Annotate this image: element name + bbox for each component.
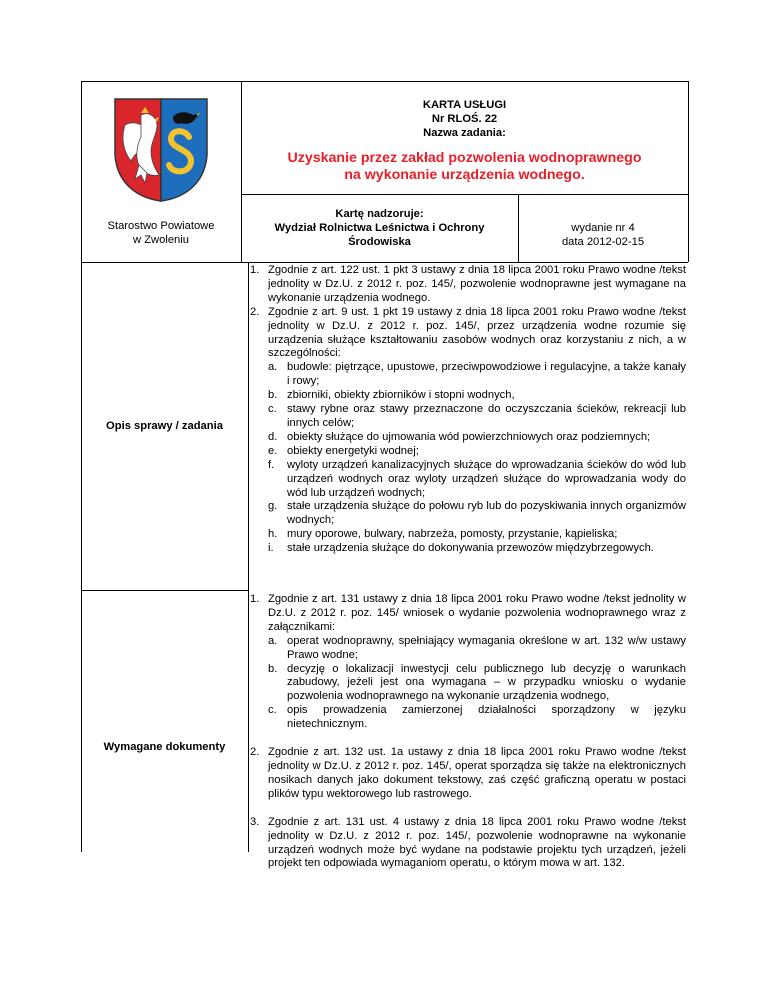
- sub-text: decyzję o lokalizacji inwestycji celu publicznego lub decyzję o warunkach zabudowy, jeżeli jest ona wymagana – w przypadku wniosku o wydanie pozwolenia wodnoprawnego na wykonanie urządzenia wodnego,: [287, 662, 686, 703]
- sub-item: [268, 500, 686, 528]
- item-text: Zgodnie z art. 132 ust. 1a ustawy z dnia 18 lipca 2001 roku Prawo wodne /tekst jednolity w Dz.U. z 2012 r. poz. 145/, operat sporządza się także na elektronicznych nosikach danych jako dokument tekstowy, zaś część graficzną operatu w postaci plików typu wektorowego lub rastrowego.: [268, 746, 686, 800]
- sub-letter: d.: [268, 430, 278, 443]
- section-label-opis: Opis sprawy / zadania: [106, 420, 223, 432]
- list-item: [250, 264, 686, 306]
- item-text: Zgodnie z art. 9 ust. 1 pkt 19 ustawy z dnia 18 lipca 2001 roku Prawo wodne /tekst jednolity w Dz.U. z 2012 r. poz. 145/, przez urządzenia wodne rozumie się urządzenia służące kształtowaniu zasobów wodnych oraz korzystaniu z nich, a w szczególności:: [268, 305, 686, 360]
- dokumenty-list: [250, 593, 686, 871]
- row-divider-title: [241, 194, 688, 195]
- item-text: Zgodnie z art. 131 ustawy z dnia 18 lipca 2001 roku Prawo wodne /tekst jednolity w Dz.U. z 2012 r. poz. 145/ wniosek o wydanie pozwolenia wodnoprawnego wraz z załącznikami:: [268, 593, 686, 633]
- table-top-border: [81, 81, 688, 82]
- sub-item: [268, 403, 686, 431]
- coat-of-arms: [111, 95, 211, 207]
- sub-letter: a.: [268, 361, 278, 374]
- sub-item: [268, 445, 686, 459]
- sub-letter: h.: [268, 528, 278, 541]
- item-text: Zgodnie z art. 122 ust. 1 pkt 3 ustawy z dnia 18 lipca 2001 roku Prawo wodne /tekst jednolity w Dz.U. z 2012 r. poz. 145/, pozwolenie wodnoprawne jest wymagane na wykonanie urządzenia wodnego.: [268, 264, 686, 304]
- office-name-line2: w Zwoleniu: [133, 234, 189, 246]
- sub-letter: i.: [268, 542, 274, 555]
- sub-item: [268, 361, 686, 389]
- item-number: 1.: [250, 264, 260, 276]
- list-item: [250, 593, 686, 635]
- row-divider-opis: [81, 590, 248, 591]
- row-divider-header: [81, 262, 688, 263]
- sub-item: [268, 431, 686, 445]
- sub-text: stałe urządzenia służące do dokonywania przewozów międzybrzegowych.: [287, 542, 654, 555]
- sub-text: operat wodnoprawny, spełniający wymagania określone w art. 132 w/w ustawy Prawo wodne;: [287, 634, 686, 661]
- supervisor-dept-line2: Środowiska: [348, 236, 411, 248]
- opis-list: [250, 264, 686, 556]
- task-name-line2: na wykonanie urządzenia wodnego.: [344, 167, 585, 183]
- sub-letter: a.: [268, 634, 278, 647]
- sub-item: [268, 663, 686, 705]
- item-number: 1.: [250, 593, 260, 605]
- sub-item: [268, 528, 686, 542]
- office-name-line1: Starostwo Powiatowe: [107, 220, 215, 232]
- sub-item: [268, 459, 686, 501]
- list-item: [250, 305, 686, 362]
- sub-letter: e.: [268, 444, 278, 457]
- sub-text: mury oporowe, bulwary, nabrzeża, pomosty, przystanie, kąpieliska;: [287, 528, 618, 541]
- sub-text: stałe urządzenia służące do połowu ryb lub do pozyskiwania innych organizmów wodnych;: [287, 500, 686, 527]
- supervisor-dept-line1: Wydział Rolnictwa Leśnictwa i Ochrony: [274, 222, 485, 234]
- sub-letter: b.: [268, 662, 278, 675]
- list-item: [250, 815, 686, 872]
- sub-letter: g.: [268, 500, 278, 513]
- list-item: [250, 746, 686, 802]
- card-number: Nr RLOŚ. 22: [431, 113, 498, 125]
- sub-letter: b.: [268, 389, 278, 402]
- sub-text: zbiorniki, obiekty zbiorników i stopni wodnych,: [287, 389, 515, 402]
- sub-item: [268, 635, 686, 663]
- section-label-dokumenty: Wymagane dokumenty: [103, 741, 226, 753]
- sub-text: opis prowadzenia zamierzonej działalności sporządzony w języku nietechnicznym.: [287, 704, 686, 731]
- supervisor-label: Kartę nadzoruje:: [335, 208, 424, 220]
- sub-item: [268, 704, 686, 732]
- table-right-border: [688, 81, 689, 262]
- sub-item: [268, 389, 686, 403]
- card-title: KARTA USŁUGI: [422, 99, 507, 111]
- sub-item: [268, 542, 686, 556]
- edition-date: data 2012-02-15: [561, 236, 645, 248]
- sub-text: stawy rybne oraz stawy przeznaczone do oczyszczania ścieków, rekreacji lub innych celów;: [287, 403, 686, 429]
- sub-text: obiekty energetyki wodnej;: [287, 444, 419, 457]
- sub-letter: c.: [268, 704, 277, 717]
- item-text: Zgodnie z art. 131 ust. 4 ustawy z dnia 18 lipca 2001 roku Prawo wodne /tekst jednolity w Dz.U. z 2012 r. poz. 145/, pozwolenie wodnoprawne na wykonanie urządzeń wodnych może być wydane na podstawie projektu tych urządzeń, jeżeli projekt ten odpowiada wymaganiom operatu, o którym mowa w art. 132.: [268, 815, 686, 870]
- body-left-border: [81, 262, 82, 852]
- task-label: Nazwa zadania:: [423, 127, 506, 139]
- item-number: 3.: [250, 815, 260, 828]
- task-name-line1: Uzyskanie przez zakład pozwolenia wodnoprawnego: [287, 150, 642, 166]
- edition-number: wydanie nr 4: [571, 222, 635, 234]
- sub-letter: c.: [268, 403, 277, 416]
- sub-text: wyloty urządzeń kanalizacyjnych służące do wprowadzania ścieków do wód lub urządzeń wodnych oraz wyloty urządzeń służące do wprowadzania wody do wód lub urządzeń wodnych;: [287, 458, 686, 499]
- sub-text: budowle: piętrzące, upustowe, przeciwpowodziowe i regulacyjne, a także kanały i rowy;: [287, 361, 686, 388]
- item-number: 2.: [250, 746, 260, 759]
- item-number: 2.: [250, 305, 260, 318]
- body-column-divider: [248, 262, 249, 852]
- sub-text: obiekty służące do ujmowania wód powierzchniowych oraz podziemnych;: [287, 430, 651, 443]
- sub-letter: f.: [268, 458, 275, 471]
